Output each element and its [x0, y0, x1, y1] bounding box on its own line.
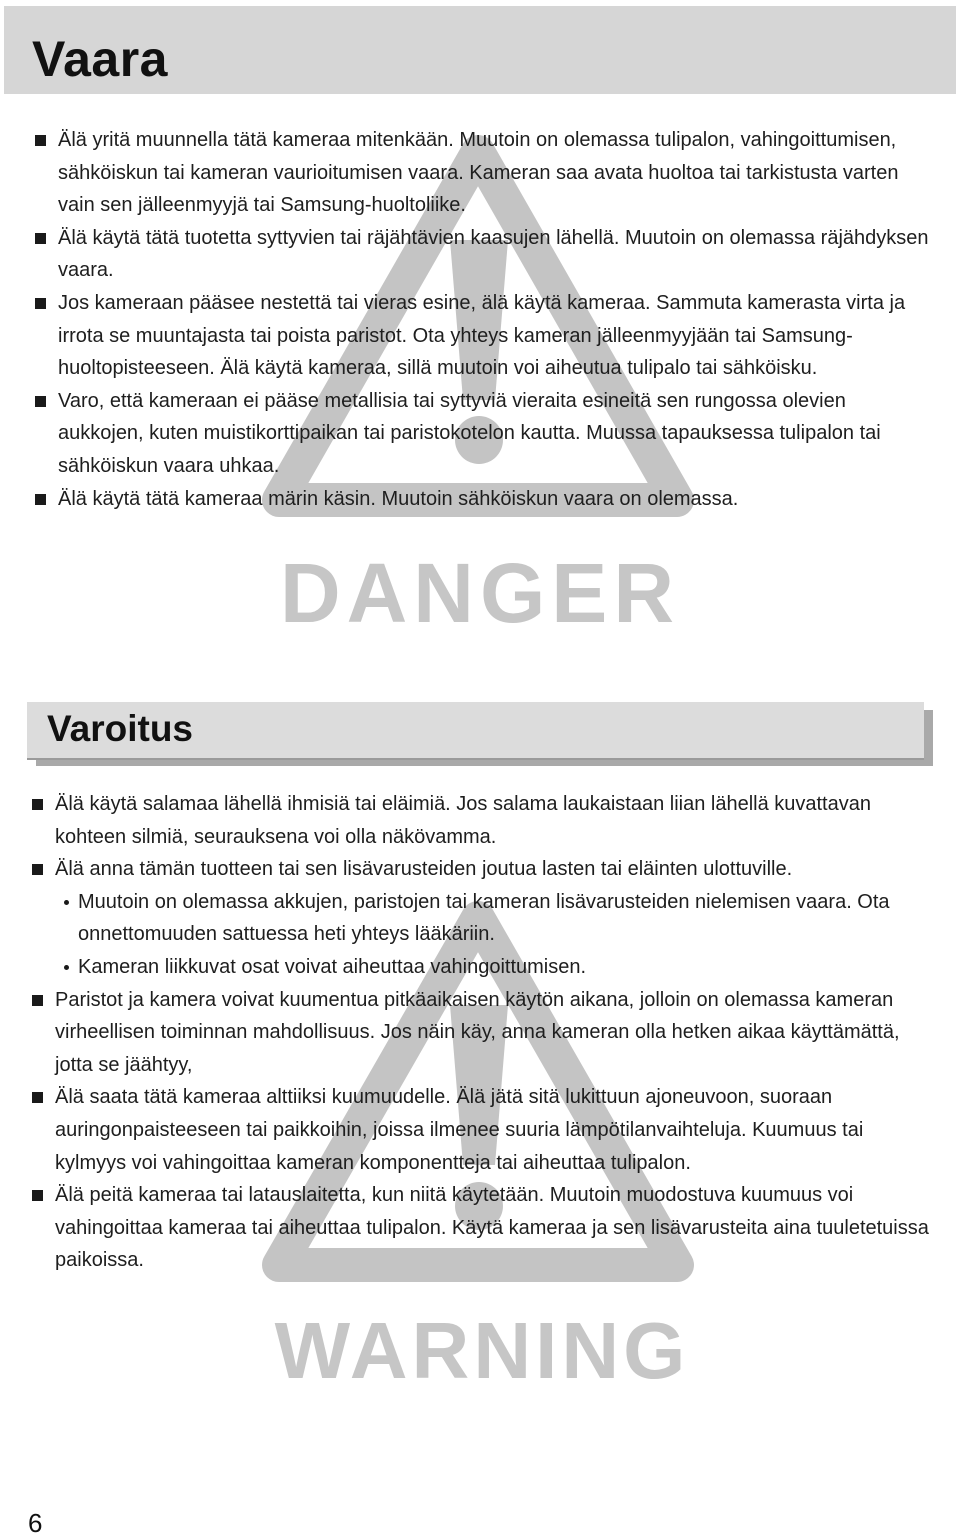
warning-watermark-text: WARNING — [274, 1306, 690, 1395]
danger-title: Vaara — [32, 31, 168, 87]
page-number: 6 — [28, 1508, 43, 1538]
warning-subitem: Muutoin on olemassa akkujen, paristojen tai kameran lisävarusteiden nielemisen vaara. Ota onnettomuuden sattuessa heti yhteys lääkäriin. — [55, 886, 932, 951]
warning-list — [32, 788, 932, 1277]
warning-item: Älä saata tätä kameraa alttiiksi kuumuudelle. Älä jätä sitä lukittuun ajoneuvoon, suoraan auringonpaisteeseen tai paikkoihin, joissa ilmenee suuria lämpötilanvaihteluja. Kuumuus tai kylmyys voi vahingoittaa kameran komponentteja tai aiheuttaa tulipalon. — [32, 1081, 932, 1179]
danger-header — [4, 6, 956, 94]
warning-item-text: Älä anna tämän tuotteen tai sen lisävarusteiden joutua lasten tai eläinten ulottuville. — [55, 858, 793, 881]
warning-header — [27, 702, 924, 760]
warning-item: Paristot ja kamera voivat kuumentua pitkäaikaisen käytön aikana, jolloin on olemassa kameran virheellisen toiminnan mahdollisuus. Jos näin käy, anna kameran olla hetken aikaa käyttämättä, jotta se jäähtyy, — [32, 984, 932, 1082]
danger-list — [35, 124, 935, 515]
warning-subitem: Kameran liikkuvat osat voivat aiheuttaa vahingoittumisen. — [55, 951, 932, 984]
danger-item: Älä käytä tätä kameraa märin käsin. Muutoin sähköiskun vaara on olemassa. — [35, 483, 935, 516]
warning-item: Älä käytä salamaa lähellä ihmisiä tai eläimiä. Jos salama laukaistaan liian lähellä kuvattavan kohteen silmiä, seurauksena voi olla näkövamma. — [32, 788, 932, 853]
warning-item: Älä peitä kameraa tai latauslaitetta, kun niitä käytetään. Muutoin muodostuva kuumuus voi vahingoittaa kameraa tai aiheuttaa tulipalon. Käytä kameraa ja sen lisävarusteita aina tuuletetuissa paikoissa. — [32, 1179, 932, 1277]
warning-sublist — [55, 886, 932, 984]
danger-item: Älä yritä muunnella tätä kameraa mitenkään. Muutoin on olemassa tulipalon, vahingoittumisen, sähköiskun tai kameran vaurioitumisen vaara. Kameran saa avata huoltoa tai tarkistusta varten vain sen jälleenmyyjä tai Samsung-huoltoliike. — [35, 124, 935, 222]
warning-item — [32, 853, 932, 983]
danger-watermark-text: DANGER — [279, 546, 681, 640]
danger-item: Varo, että kameraan ei pääse metallisia tai syttyviä vieraita esineitä sen rungossa olevien aukkojen, kuten muistikorttipaikan tai paristokotelon kautta. Muussa tapauksessa tulipalon tai sähköiskun vaara uhkaa. — [35, 385, 935, 483]
danger-item: Jos kameraan pääsee nestettä tai vieras esine, älä käytä kameraa. Sammuta kamerasta virta ja irrota se muuntajasta tai poista paristot. Ota yhteys kameran jälleenmyyjään tai Samsung-huoltopisteeseen. Älä käytä kameraa, sillä muutoin voi aiheutua tulipalo tai sähköisku. — [35, 287, 935, 385]
danger-item: Älä käytä tätä tuotetta syttyvien tai räjähtävien kaasujen lähellä. Muutoin on olemassa räjähdyksen vaara. — [35, 222, 935, 287]
warning-title: Varoitus — [47, 708, 193, 749]
